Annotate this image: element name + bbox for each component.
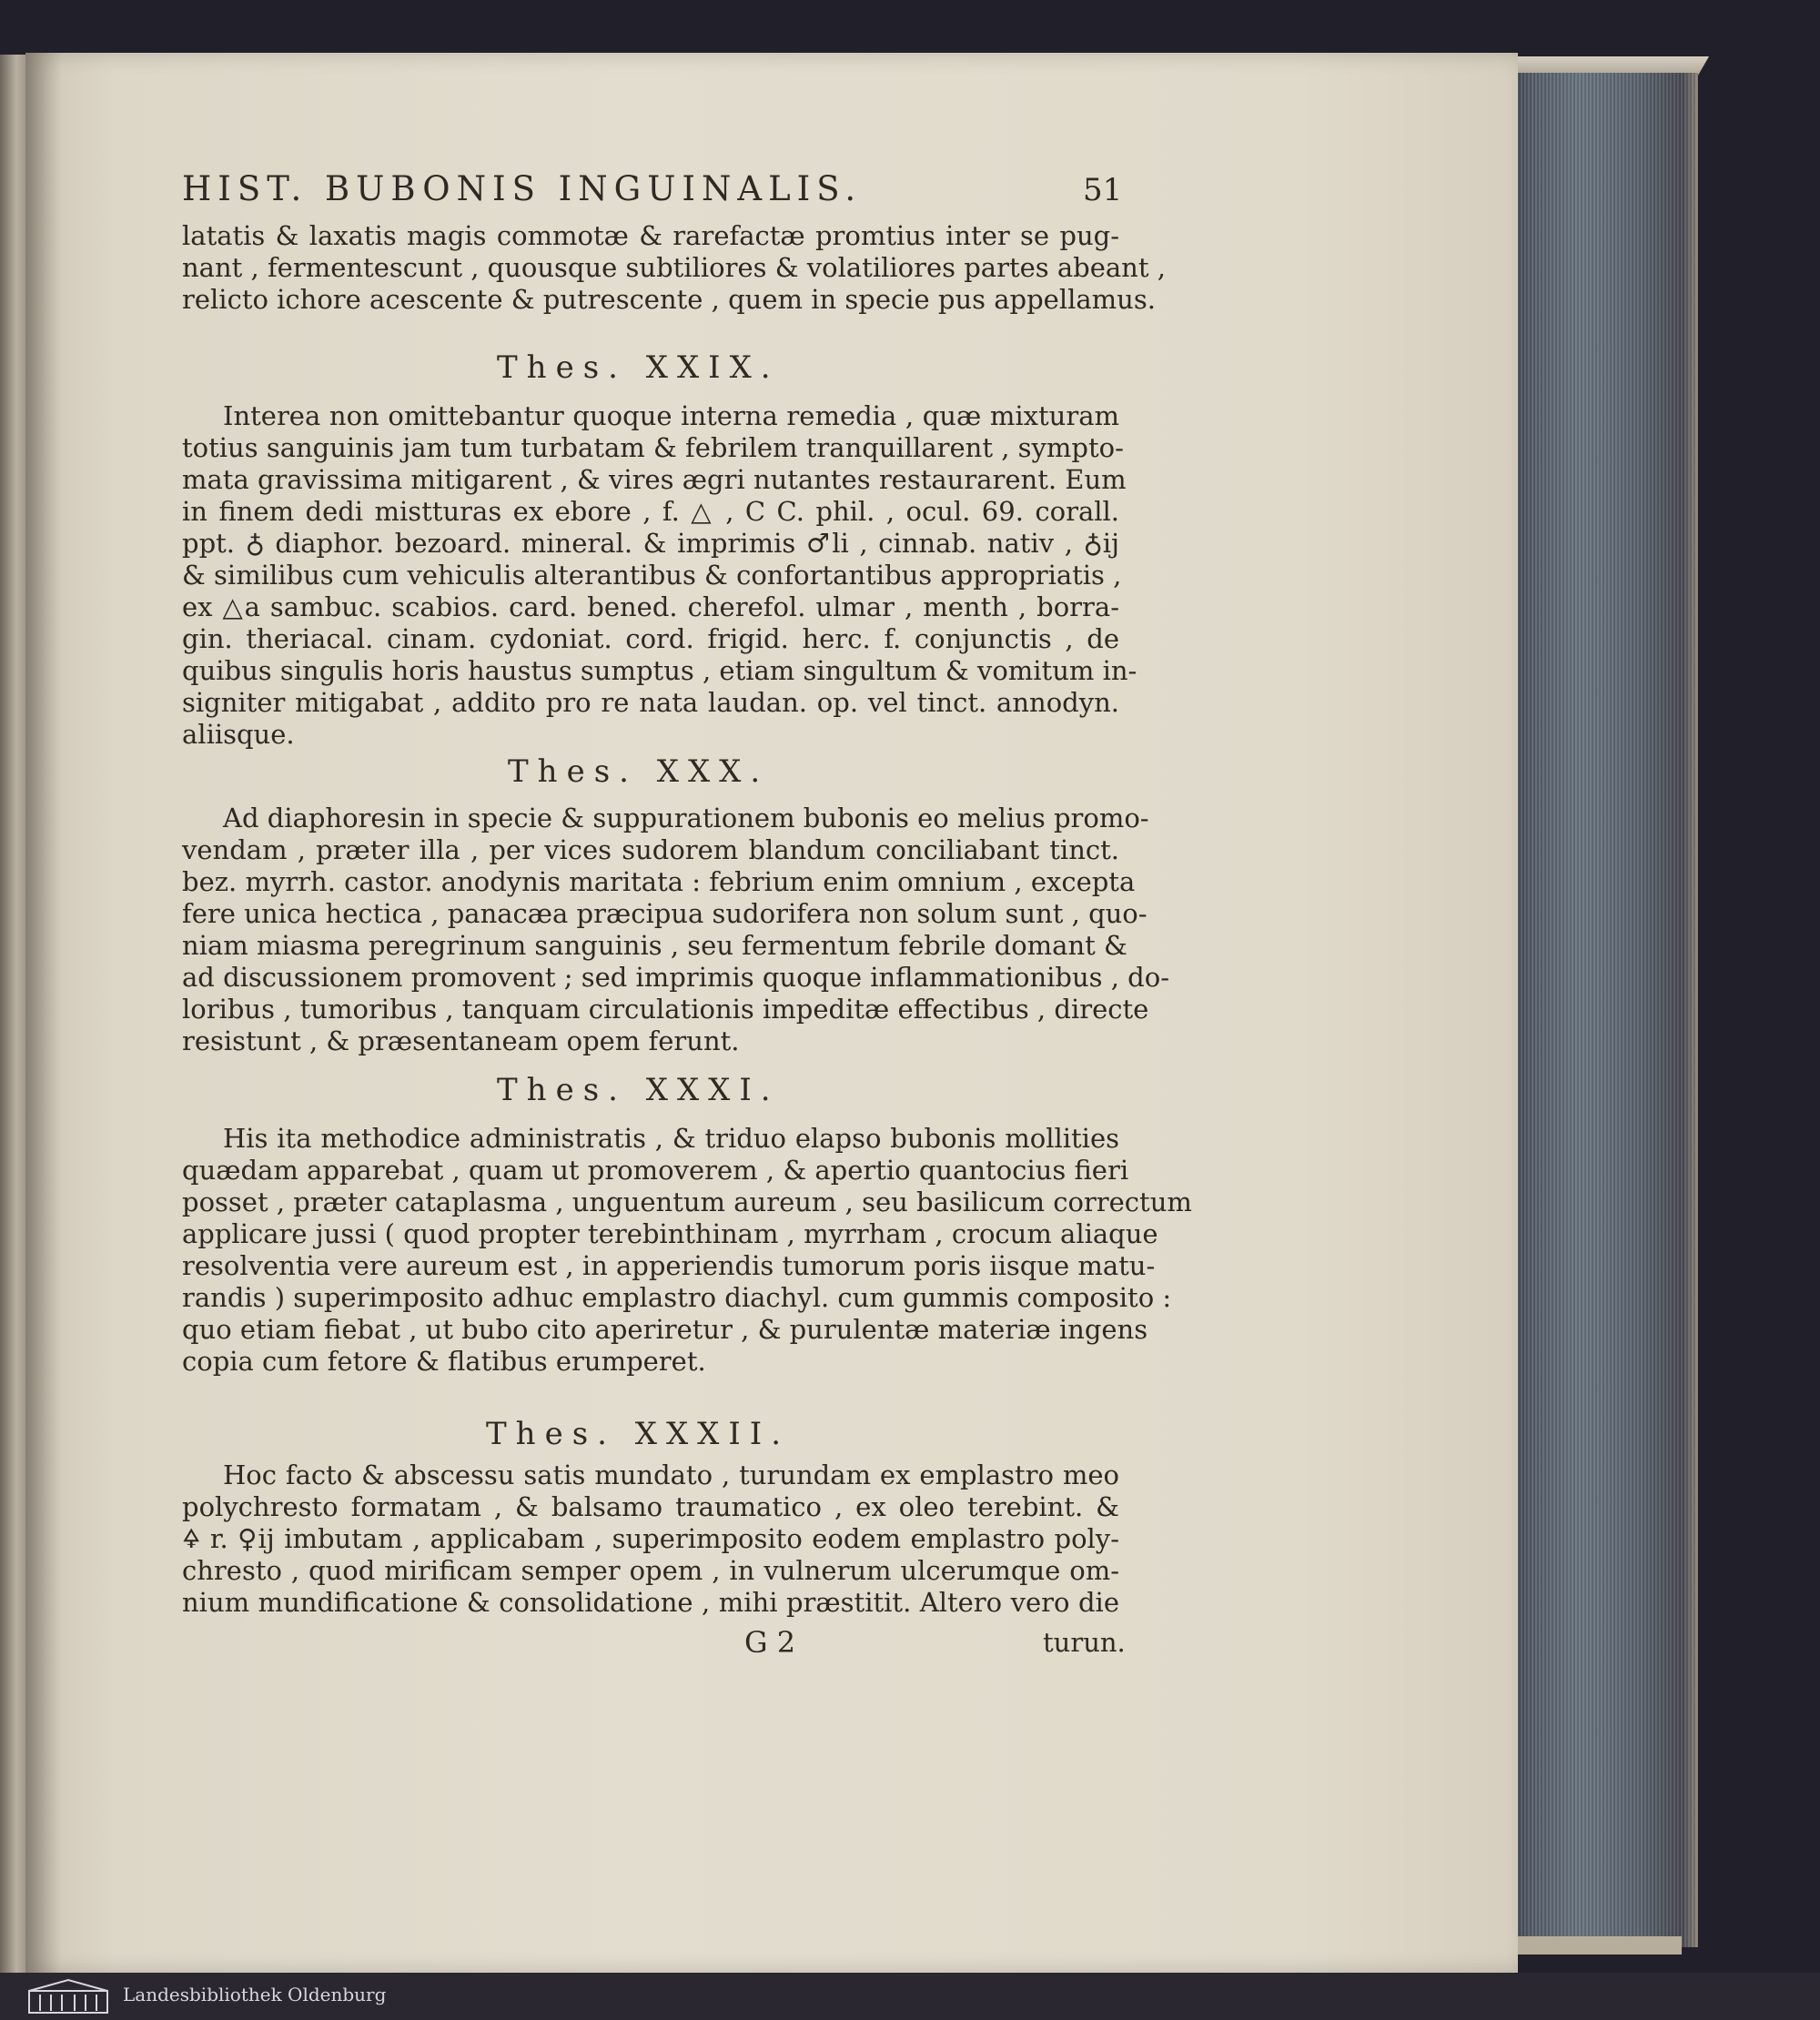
text-line: posset , præter cataplasma , unguentum aureum , seu basilicum correctum [182,1187,1192,1217]
text-line: signiter mitigabat , addito pro re nata laudan. op. vel tinct. annodyn. [182,687,1119,718]
text-line: quædam apparebat , quam ut promoverem , & apertio quantocius fieri [182,1155,1129,1186]
section-heading: Thes. XXXII. [486,1416,791,1452]
text-line: mata gravissima mitigarent , & vires ægri nutantes restaurarent. Eum [182,464,1127,495]
section-heading: Thes. XXIX. [497,349,780,386]
text-line: in finem dedi mistturas ex ebore , f. △ , C C. phil. , ocul. 69. corall. [182,496,1119,527]
text-line: & similibus cum vehiculis alterantibus & confortantibus appropriatis , [182,560,1122,591]
text-line: aliisque. [182,719,295,750]
text-line: ex △a sambuc. scabios. card. bened. cherefol. ulmar , menth , borra- [182,591,1119,622]
text-line: ad discussionem promovent ; sed imprimis quoque inflammationibus , do- [182,962,1170,993]
library-name: Landesbibliothek Oldenburg [123,1984,387,2005]
text-line: niam miasma peregrinum sanguinis , seu fermentum febrile domant & [182,930,1127,961]
section-heading: Thes. XXXI. [497,1072,780,1108]
signature-mark: G 2 [744,1625,796,1660]
text-line: resistunt , & præsentaneam opem ferunt. [182,1025,740,1056]
library-building-icon [27,1978,109,2015]
text-line: Ad diaphoresin in specie & suppurationem bubonis eo melius promo- [223,803,1149,833]
section-paragraph [182,803,1170,1057]
book-fore-edge [1500,73,1698,1947]
text-line: resolventia vere aureum est , in apperiendis tumorum poris iisque matu- [182,1250,1156,1281]
text-line: polychresto formatam , & balsamo traumatico , ex oleo terebint. & [182,1491,1119,1522]
intro-paragraph [182,220,1166,316]
text-line: chresto , quod mirificam semper opem , in vulnerum ulcerumque om- [182,1555,1119,1586]
text-line: nium mundificatione & consolidatione , mihi præstitit. Altero vero die [182,1587,1119,1618]
text-line: 🜍 r. ♀ij imbutam , applicabam , superimposito eodem emplastro poly- [182,1523,1119,1554]
text-line: bez. myrrh. castor. anodynis maritata : febrium enim omnium , excepta [182,866,1136,897]
text-line: fere unica hectica , panacæa præcipua sudorifera non solum sunt , quo- [182,898,1148,929]
section-paragraph [182,1459,1119,1619]
text-line: relicto ichore acescente & putrescente , quem in specie pus appellamus. [182,284,1156,315]
left-page-edge [0,55,27,1973]
text-line: His ita methodice administratis , & triduo elapso bubonis mollities [223,1123,1119,1154]
text-line: quibus singulis horis haustus sumptus , etiam singultum & vomitum in- [182,655,1138,686]
fore-edge-bottom [1500,1936,1682,1954]
section-paragraph [182,400,1138,751]
text-line: Interea non omittebantur quoque interna remedia , quæ mixturam [223,400,1119,431]
page-number: 51 [1083,172,1123,208]
text-line: gin. theriacal. cinam. cydoniat. cord. frigid. herc. f. conjunctis , de [182,623,1119,654]
text-line: randis ) superimposito adhuc emplastro diachyl. cum gummis composito : [182,1282,1172,1313]
text-line: ppt. ♁ diaphor. bezoard. mineral. & imprimis ♂li , cinnab. nativ , ♁ij [182,528,1119,559]
section-paragraph [182,1123,1192,1378]
footer-bar [0,1973,1820,2020]
section-heading: Thes. XXX. [508,753,770,790]
gutter-shadow [25,53,62,1973]
text-line: latatis & laxatis magis commotæ & rarefactæ promtius inter se pug- [182,220,1119,251]
text-line: Hoc facto & abscessu satis mundato , turundam ex emplastro meo [223,1459,1119,1490]
text-line: nant , fermentescunt , quousque subtiliores & volatiliores partes abeant , [182,252,1166,283]
text-line: vendam , præter illa , per vices sudorem blandum conciliabant tinct. [182,834,1119,865]
text-line: copia cum fetore & flatibus erumperet. [182,1346,706,1377]
text-line: quo etiam fiebat , ut bubo cito aperiretur , & purulentæ materiæ ingens [182,1314,1148,1345]
running-head: HIST. BUBONIS INGUINALIS. [182,169,863,208]
text-line: loribus , tumoribus , tanquam circulationis impeditæ effectibus , directe [182,994,1149,1025]
catchword: turun. [1043,1627,1126,1658]
text-line: applicare jussi ( quod propter terebinthinam , myrrham , crocum aliaque [182,1218,1158,1249]
text-line: totius sanguinis jam tum turbatam & febrilem tranquillarent , sympto- [182,432,1124,463]
